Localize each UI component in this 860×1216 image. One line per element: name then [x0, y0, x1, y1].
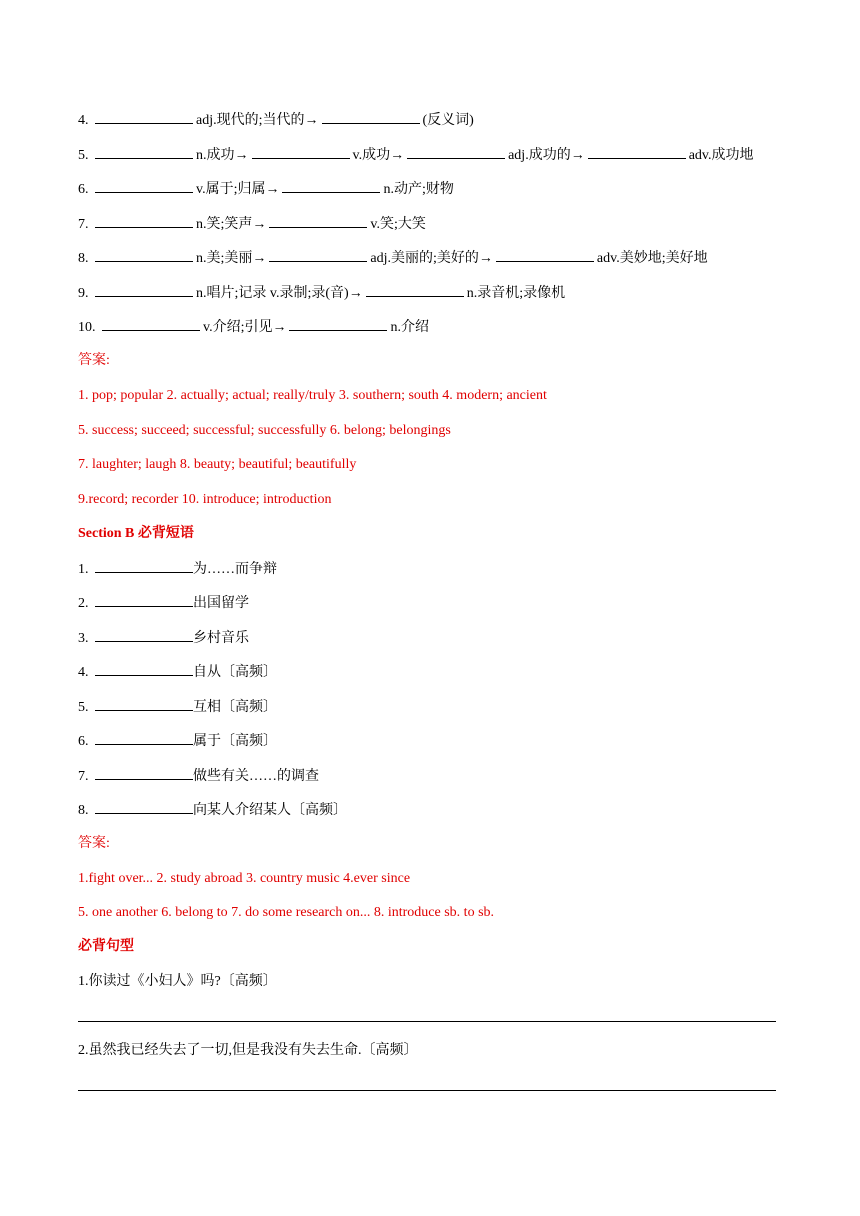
- answer-blank[interactable]: [252, 146, 350, 159]
- phrase-line-6: 6. 属于〔高频〕: [78, 734, 277, 749]
- answer-line: 5. success; succeed; successful; successfully 6. belong; belongings: [78, 423, 451, 438]
- phrase-line-8: 8. 向某人介绍某人〔高频〕: [78, 803, 347, 818]
- answer-blank[interactable]: [322, 111, 420, 124]
- answer-line: 7. laughter; laugh 8. beauty; beautiful; beautifully: [78, 457, 357, 472]
- answer-line-rule[interactable]: [78, 1090, 776, 1091]
- answers-label: 答案:: [78, 836, 110, 851]
- answer-blank[interactable]: [95, 284, 193, 297]
- vocab-line-8: 8. n.美;美丽→ adj.美丽的;美好的→ adv.美妙地;美好地: [78, 251, 708, 266]
- vocab-line-9: 9. n.唱片;记录 v.录制;录(音)→ n.录音机;录像机: [78, 286, 566, 301]
- answer-blank[interactable]: [95, 732, 193, 745]
- sentence-prompt-1: 1.你读过《小妇人》吗?〔高频〕: [78, 974, 277, 989]
- phrase-line-2: 2. 出国留学: [78, 596, 249, 611]
- vocab-line-10: 10. v.介绍;引见→ n.介绍: [78, 320, 429, 335]
- answers-label: 答案:: [78, 353, 110, 368]
- answer-line: 1. pop; popular 2. actually; actual; really/truly 3. southern; south 4. modern; ancient: [78, 388, 547, 403]
- answer-line: 5. one another 6. belong to 7. do some research on... 8. introduce sb. to sb.: [78, 905, 495, 920]
- answer-line-rule[interactable]: [78, 1021, 776, 1022]
- vocab-line-7: 7. n.笑;笑声→ v.笑;大笑: [78, 217, 426, 232]
- answer-blank[interactable]: [588, 146, 686, 159]
- vocab-line-6: 6. v.属于;归属→ n.动产;财物: [78, 182, 454, 197]
- answer-blank[interactable]: [102, 318, 200, 331]
- vocab-line-4: 4. adj.现代的;当代的→ (反义词): [78, 113, 474, 128]
- answer-line: 1.fight over... 2. study abroad 3. country music 4.ever since: [78, 871, 411, 886]
- answer-blank[interactable]: [95, 801, 193, 814]
- sentence-prompt-2: 2.虽然我已经失去了一切,但是我没有失去生命.〔高频〕: [78, 1043, 418, 1058]
- answer-blank[interactable]: [95, 663, 193, 676]
- answer-blank[interactable]: [95, 767, 193, 780]
- phrase-line-3: 3. 乡村音乐: [78, 631, 249, 646]
- answer-blank[interactable]: [95, 146, 193, 159]
- answer-blank[interactable]: [496, 249, 594, 262]
- sentences-heading: 必背句型: [78, 939, 134, 954]
- answer-blank[interactable]: [269, 249, 367, 262]
- answer-blank[interactable]: [366, 284, 464, 297]
- phrase-line-7: 7. 做些有关……的调查: [78, 769, 319, 784]
- answer-blank[interactable]: [289, 318, 387, 331]
- phrase-line-5: 5. 互相〔高频〕: [78, 700, 277, 715]
- section-b-heading: Section B 必背短语: [78, 526, 194, 541]
- phrase-line-4: 4. 自从〔高频〕: [78, 665, 277, 680]
- answer-blank[interactable]: [269, 215, 367, 228]
- answer-blank[interactable]: [282, 180, 380, 193]
- answer-blank[interactable]: [407, 146, 505, 159]
- answer-blank[interactable]: [95, 560, 193, 573]
- answer-blank[interactable]: [95, 629, 193, 642]
- answer-blank[interactable]: [95, 180, 193, 193]
- answer-blank[interactable]: [95, 215, 193, 228]
- answer-blank[interactable]: [95, 698, 193, 711]
- answer-blank[interactable]: [95, 594, 193, 607]
- vocab-line-5: 5. n.成功→ v.成功→ adj.成功的→ adv.成功地: [78, 148, 754, 163]
- answer-blank[interactable]: [95, 249, 193, 262]
- answer-blank[interactable]: [95, 111, 193, 124]
- phrase-line-1: 1. 为……而争辩: [78, 562, 277, 577]
- answer-line: 9.record; recorder 10. introduce; introduction: [78, 492, 332, 507]
